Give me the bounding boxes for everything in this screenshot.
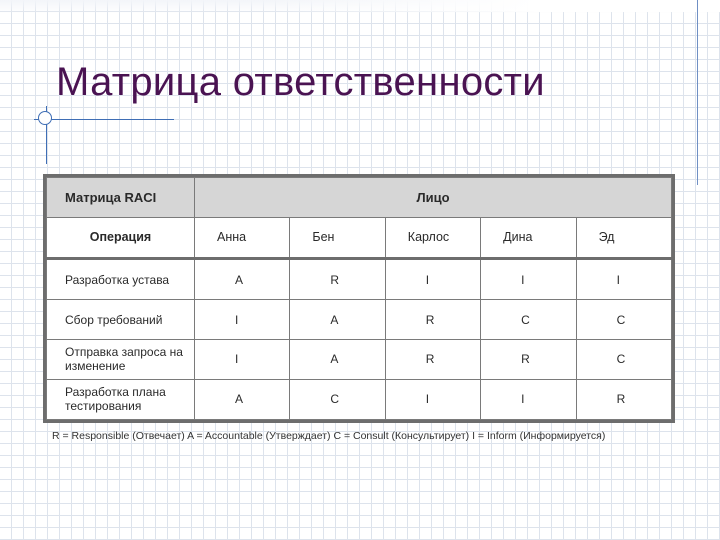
slide-title: Матрица ответственности [56,60,545,104]
operation-cell: Разработка устава [47,259,195,300]
raci-code-cell: I [481,259,576,300]
raci-table-frame [43,174,675,423]
raci-code-cell: A [195,379,290,419]
person-group-header: Лицо [195,178,672,218]
operation-column-header: Операция [47,217,195,258]
operation-cell: Отправка запроса на изменение [47,340,195,380]
title-underline [34,119,174,120]
table-header-row [47,178,672,218]
raci-code-cell: C [576,300,671,340]
raci-code-cell: I [195,300,290,340]
raci-code-cell: R [576,379,671,419]
operation-cell: Сбор требований [47,300,195,340]
raci-code-cell: I [195,340,290,380]
person-header-ben: Бен [290,217,385,258]
raci-code-cell: C [481,300,576,340]
raci-code-cell: A [290,340,385,380]
table-row [47,259,672,300]
raci-table [46,177,672,420]
raci-code-cell: R [481,340,576,380]
person-header-carlos: Карлос [385,217,480,258]
raci-code-cell: I [385,379,480,419]
raci-code-cell: A [195,259,290,300]
raci-code-cell: R [290,259,385,300]
table-corner-label [47,178,195,218]
raci-matrix-label: Матрица RACI [65,189,157,205]
raci-legend: R = Responsible (Отвечает) A = Accountable (Утверждает) C = Consult (Консультирует) I = Inform (Информируется) [52,430,606,442]
table-row [47,379,672,419]
corner-accent-line [697,0,698,185]
person-header-dina: Дина [481,217,576,258]
raci-code-cell: A [290,300,385,340]
raci-code-cell: C [576,340,671,380]
title-bullet-circle [38,111,52,125]
raci-code-cell: I [481,379,576,419]
operation-cell: Разработка плана тестирования [47,379,195,419]
table-row [47,300,672,340]
person-header-anna: Анна [195,217,290,258]
raci-code-cell: I [576,259,671,300]
raci-code-cell: I [385,259,480,300]
table-row [47,340,672,380]
corner-accent-top [265,0,720,12]
raci-code-cell: R [385,300,480,340]
raci-code-cell: C [290,379,385,419]
raci-code-cell: R [385,340,480,380]
table-subheader-row [47,217,672,258]
person-header-ed: Эд [576,217,671,258]
